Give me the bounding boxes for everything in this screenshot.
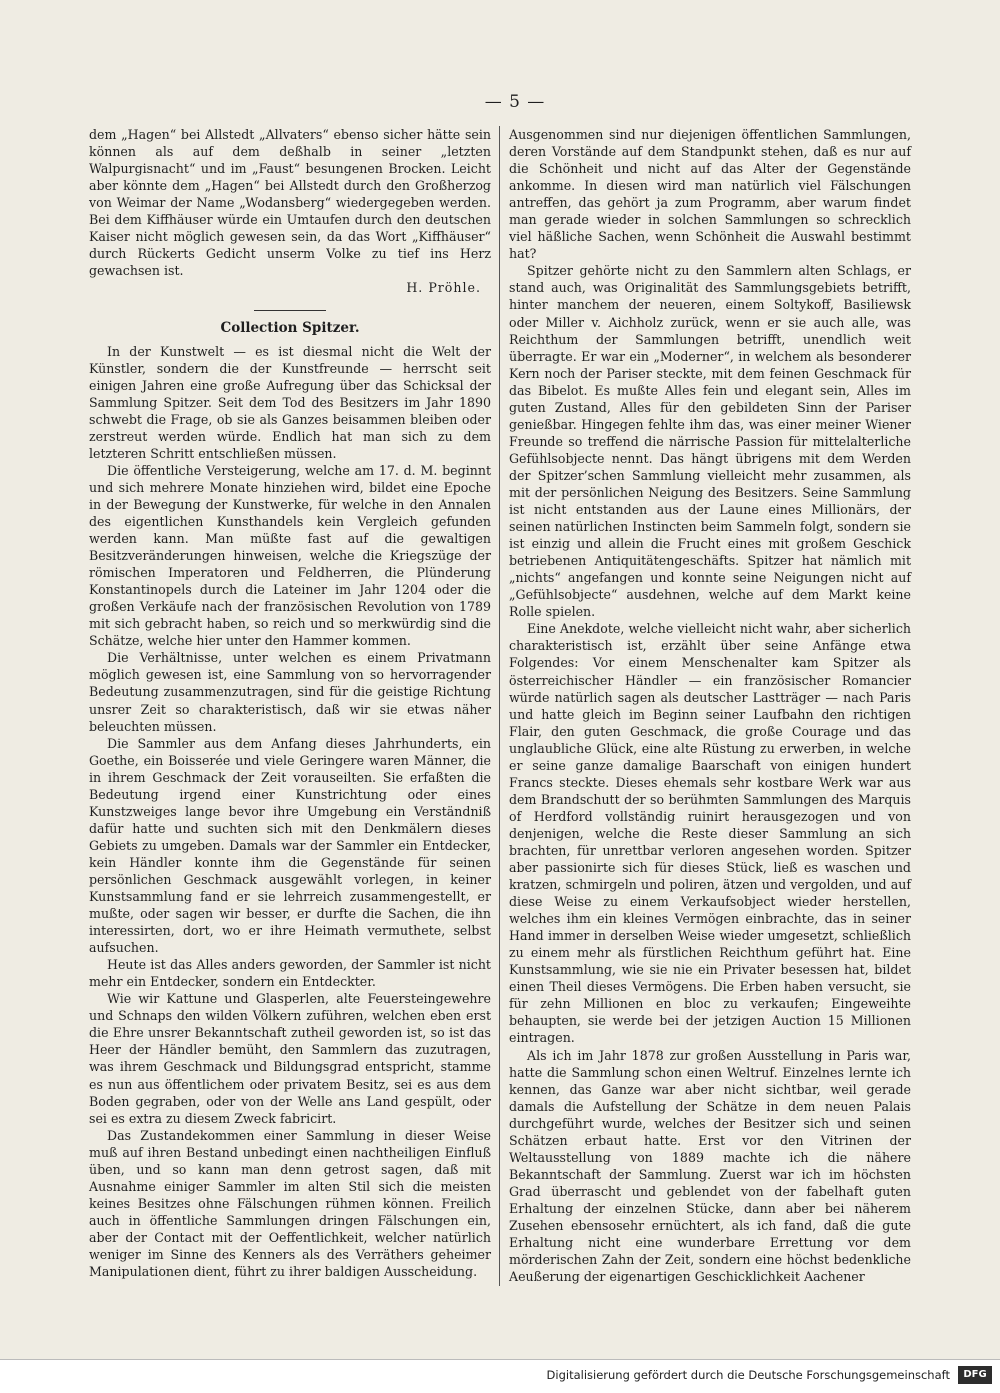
right-column — [509, 126, 911, 1285]
paragraph: Die Sammler aus dem Anfang dieses Jahrhunderts, ein Goethe, ein Boisserée und viele Geringere waren Männer, die in ihrem Geschmack der Zeit vorauseilten. Sie erfaßten die Bedeutung irgend einer Kunstrichtung oder eines Kunstzweiges lange bevor ihre Umgebung ein Verständniß dafür hatte und suchten sich mit den Denkmälern dieses Gebiets zu umgeben. Damals war der Sammler ein Entdecker, kein Händler konnte ihm die Gegenstände für seinen persönlichen Geschmack ausgewählt vorlegen, in keiner Kunstsammlung fand er sie lehrreich zusammengestellt, er mußte, oder sagen wir besser, er durfte die Sachen, die ihn interessirten, dort, wo er ihre Heimath vermuthete, selbst aufsuchen. — [89, 735, 491, 956]
paragraph: Eine Anekdote, welche vielleicht nicht wahr, aber sicherlich charakteristisch ist, erzählt über seine Anfänge etwa Folgendes: Vor einem Menschenalter kam Spitzer als österreichischer Händler — ein französischer Romancier würde natürlich sagen als deutscher Lastträger — nach Paris und hatte gleich im Beginn seiner Laufbahn den richtigen Flair, den guten Geschmack, die große Courage und das unglaubliche Glück, eine alte Rüstung zu erwerben, in welche er seine ganze damalige Baarschaft von einigen hundert Francs steckte. Dieses ehemals sehr kostbare Werk war aus dem Brandschutt der so berühmten Sammlungen des Marquis of Herdford vollständig ruinirt herausgezogen und von denjenigen, welche die Reste dieser Sammlung an sich brachten, für unrettbar verloren angesehen worden. Spitzer aber passionirte sich für dieses Stück, ließ es waschen und kratzen, schmirgeln und poliren, ätzen und vergolden, und auf diese Weise zu einem Verkaufsobject wieder herstellen, welches ihm ein kleines Vermögen einbrachte, das in seiner Hand immer in derselben Weise wieder umgesetzt, schließlich zu einem mehr als fürstlichen Reichthum geführt hat. Eine Kunstsammlung, wie sie nie ein Privater besessen hat, bildet einen Theil dieses Vermögens. Die Erben haben versucht, sie für zehn Millionen en bloc zu verkaufen; Eingeweihte behaupten, sie werde bei der jetzigen Auction 15 Millionen eintragen. — [509, 621, 911, 1046]
section-divider — [254, 310, 326, 311]
footer-bar — [0, 1359, 1000, 1393]
column-divider — [499, 126, 500, 1286]
paragraph: In der Kunstwelt — es ist diesmal nicht die Welt der Künstler, sondern die der Kunstfreunde — herrscht seit einigen Jahren eine große Aufregung über das Schicksal der Sammlung Spitzer. Seit dem Tod des Besitzers im Jahr 1890 schwebt die Frage, ob sie als Ganzes beisammen bleiben oder zerstreut werden würde. Endlich hat man sich zu dem letzteren Schritt entschließen müssen. — [89, 343, 491, 461]
paragraph: Die öffentliche Versteigerung, welche am 17. d. M. beginnt und sich mehrere Monate hinziehen wird, bildet eine Epoche in der Bewegung der Kunstwerke, für welche in den Annalen des eigentlichen Kunsthandels kein Vergleich gefunden werden kann. Man müßte fast auf die gewaltigen Besitzveränderungen hinweisen, welche die Kriegszüge der römischen Imperatoren und Feldherren, die Plünderung Konstantinopels durch die Lateiner im Jahr 1204 oder die großen Verkäufe nach der französischen Revolution von 1789 mit sich gebracht haben, so reich und so merkwürdig sind die Schätze, welche hier unter den Hammer kommen. — [89, 462, 491, 649]
section-title: Collection Spitzer. — [220, 320, 360, 337]
paragraph: Wie wir Kattune und Glasperlen, alte Feuersteingewehre und Schnaps den wilden Völkern zuführen, welchen eben erst die Ehre unsrer Bekanntschaft zutheil geworden ist, so ist das Heer der Händler bemüht, den Sammlern das zuzutragen, was ihrem Geschmack und Bildungsgrad entspricht, stamme es nun aus öffentlichem oder privatem Besitz, sei es aus dem Boden gegraben, oder von der Welle ans Land gespült, oder sei es extra zu diesem Zweck fabricirt. — [89, 991, 491, 1126]
funding-notice: Digitalisierung gefördert durch die Deutsche Forschungsgemeinschaft — [546, 1368, 950, 1382]
paragraph: Als ich im Jahr 1878 zur großen Ausstellung in Paris war, hatte die Sammlung schon einen Weltruf. Einzelnes lernte ich kennen, das Ganze war aber nicht sichtbar, weil gerade damals die Aufstellung der Schätze in dem neuen Palais durchgeführt wurde, welches der Besitzer sich und seinen Schätzen erbaut hatte. Erst vor den Vitrinen der Weltausstellung von 1889 machte ich die nähere Bekanntschaft der Sammlung. Zuerst war ich im höchsten Grad überrascht und geblendet von der fabelhaft guten Erhaltung der einzelnen Stücke, dann aber bei näherem Zusehen ebensosehr ernüchtert, als ich fand, daß die gute Erhaltung nicht eine wunderbare Errettung vor dem mörderischen Zahn der Zeit, sondern eine höchst bedenkliche Aeußerung der eigenartigen Geschicklichkeit Aachener — [509, 1047, 911, 1285]
left-column — [89, 126, 491, 1280]
paragraph: Heute ist das Alles anders geworden, der Sammler ist nicht mehr ein Entdecker, sondern ein Entdeckter. — [89, 957, 491, 990]
paragraph: Ausgenommen sind nur diejenigen öffentlichen Sammlungen, deren Vorstände auf dem Standpunkt stehen, daß es nur auf die Schönheit und nicht auf das Alter der Gegenstände ankomme. In diesen wird man natürlich viel Fälschungen antreffen, das gehört ja zum Programm, aber warum findet man gerade wieder in solchen Sammlungen so schrecklich viel häßliche Sachen, wenn Schönheit die Auswahl bestimmt hat? — [509, 127, 911, 262]
paragraph: dem „Hagen“ bei Allstedt „Allvaters“ ebenso sicher hätte sein können als auf dem deßhalb in seiner „letzten Walpurgisnacht“ und im „Faust“ besungenen Brocken. Leicht aber könnte dem „Hagen“ bei Allstedt durch den Großherzog von Weimar der Name „Wodansberg“ wiedergegeben werden. Bei dem Kiffhäuser würde ein Umtaufen durch den deutschen Kaiser nicht möglich gewesen sein, da das Wort „Kiffhäuser“ durch Rückerts Gedicht unserm Volke zu tief ins Herz gewachsen ist. — [89, 127, 491, 279]
author-signature: H. Pröhle. — [406, 280, 481, 296]
paragraph: Die Verhältnisse, unter welchen es einem Privatmann möglich gewesen ist, eine Sammlung von so hervorragender Bedeutung zusammenzutragen, sind für die geistige Richtung unsrer Zeit so charakteristisch, daß wir sie etwas näher beleuchten müssen. — [89, 650, 491, 734]
paragraph: Spitzer gehörte nicht zu den Sammlern alten Schlags, er stand auch, was Originalität des Sammlungsgebiets betrifft, hinter manchem der neueren, einem Soltykoff, Basiliewsk oder Miller v. Aichholz zurück, wenn er sie auch alle, was Reichthum der Sammlungen betrifft, unendlich weit überragte. Er war ein „Moderner“, in welchem als besonderer Kern noch der Pariser steckte, mit dem feinen Geschmack für das Bibelot. Es mußte Alles fein und elegant sein, Alles im guten Zustand, Alles für den gebildeten Sinn der Pariser genießbar. Hingegen fehlte ihm das, was einer meiner Wiener Freunde so treffend die närrische Passion für mittelalterliche Gefühlsobjecte nennt. Das hängt übrigens mit dem Werden der Spitzer’schen Sammlung vielleicht mehr zusammen, als mit der persönlichen Neigung des Besitzers. Seine Sammlung ist nicht entstanden aus der Laune eines Millionärs, der seinen natürlichen Instincten beim Sammeln folgt, sondern sie ist einzig und allein die Frucht eines mit großem Geschick betriebenen Antiquitätengeschäfts. Spitzer hat nämlich mit „nichts“ angefangen und konnte seine Neigungen nicht auf „Gefühlsobjecte“ ausdehnen, welche auf dem Markt keine Rolle spielen. — [509, 263, 911, 620]
dfg-logo: DFG — [958, 1366, 992, 1384]
paragraph: Das Zustandekommen einer Sammlung in dieser Weise muß auf ihren Bestand unbedingt einen nachtheiligen Einfluß üben, und so kann man denn getrost sagen, daß mit Ausnahme einiger Sammler im alten Stil sich die meisten keines Besitzes ohne Fälschungen rühmen können. Freilich auch in öffentliche Sammlungen dringen Fälschungen ein, aber der Contact mit der Oeffentlichkeit, welcher natürlich weniger im Sinne des Kenners als des Verräthers geheimer Manipulationen dient, führt zu ihrer baldigen Ausscheidung. — [89, 1127, 491, 1280]
page-number: — 5 — — [484, 92, 546, 112]
